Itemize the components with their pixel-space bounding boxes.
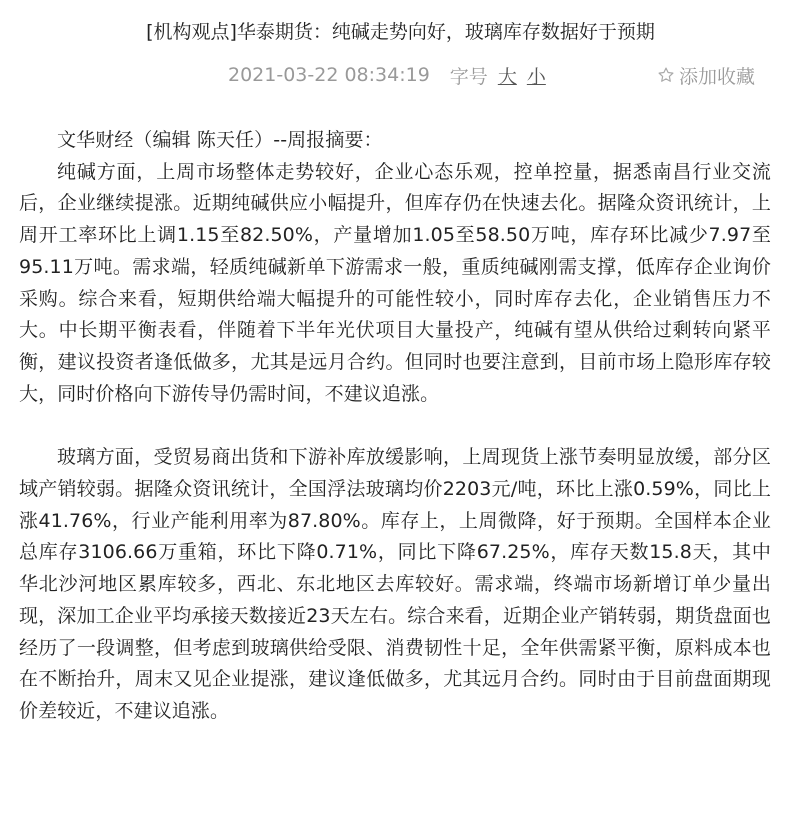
publish-datetime: 2021-03-22 08:34:19	[228, 64, 430, 86]
add-favorite-label: 添加收藏	[678, 65, 755, 88]
article-meta	[228, 62, 556, 88]
article-body	[19, 125, 771, 728]
font-large-button[interactable]: 大	[497, 65, 517, 88]
add-favorite-button[interactable]	[657, 62, 755, 88]
article-intro: 文华财经（编辑 陈天任）--周报摘要：	[57, 129, 383, 151]
paragraph-soda-ash: 纯碱方面，上周市场整体走势较好，企业心态乐观，控单控量，据悉南昌行业交流后，企业继续提涨。近期纯碱供应小幅提升，但库存仍在快速去化。据隆众资讯统计，上周开工率环比上调1.15至82.50%，产量增加1.05至58.50万吨，库存环比减少7.97至95.11万吨。需求端，轻质纯碱新单下游需求一般，重质纯碱刚需支撑，低库存企业询价采购。综合来看，短期供给端大幅提升的可能性较小，同时库存去化，企业销售压力不大。中长期平衡表看，伴随着下半年光伏项目大量投产，纯碱有望从供给过剩转向紧平衡，建议投资者逢低做多，尤其是远月合约。但同时也要注意到，目前市场上隐形库存较大，同时价格向下游传导仍需时间，不建议追涨。	[19, 160, 771, 405]
paragraph-glass: 玻璃方面，受贸易商出货和下游补库放缓影响，上周现货上涨节奏明显放缓，部分区域产销较弱。据隆众资讯统计，全国浮法玻璃均价2203元/吨，环比上涨0.59%，同比上涨41.76%，行业产能利用率为87.80%。库存上，上周微降，好于预期。全国样本企业总库存3106.66万重箱，环比下降0.71%，同比下降67.25%，库存天数15.8天，其中华北沙河地区累库较多，西北、东北地区去库较好。需求端，终端市场新增订单少量出现，深加工企业平均承接天数接近23天左右。综合来看，近期企业产销转弱，期货盘面也经历了一段调整，但考虑到玻璃供给受限、消费韧性十足，全年供需紧平衡，原料成本也在不断抬升，周末又见企业提涨，建议逢低做多，尤其远月合约。同时由于目前盘面期现价差较近，不建议追涨。	[19, 446, 771, 722]
article-title: [机构观点]华泰期货：纯碱走势向好，玻璃库存数据好于预期	[146, 21, 655, 43]
font-size-label: 字号	[449, 65, 488, 88]
font-small-button[interactable]: 小	[526, 65, 546, 88]
paragraph-spacer	[19, 410, 771, 442]
star-outline-icon	[657, 66, 675, 84]
